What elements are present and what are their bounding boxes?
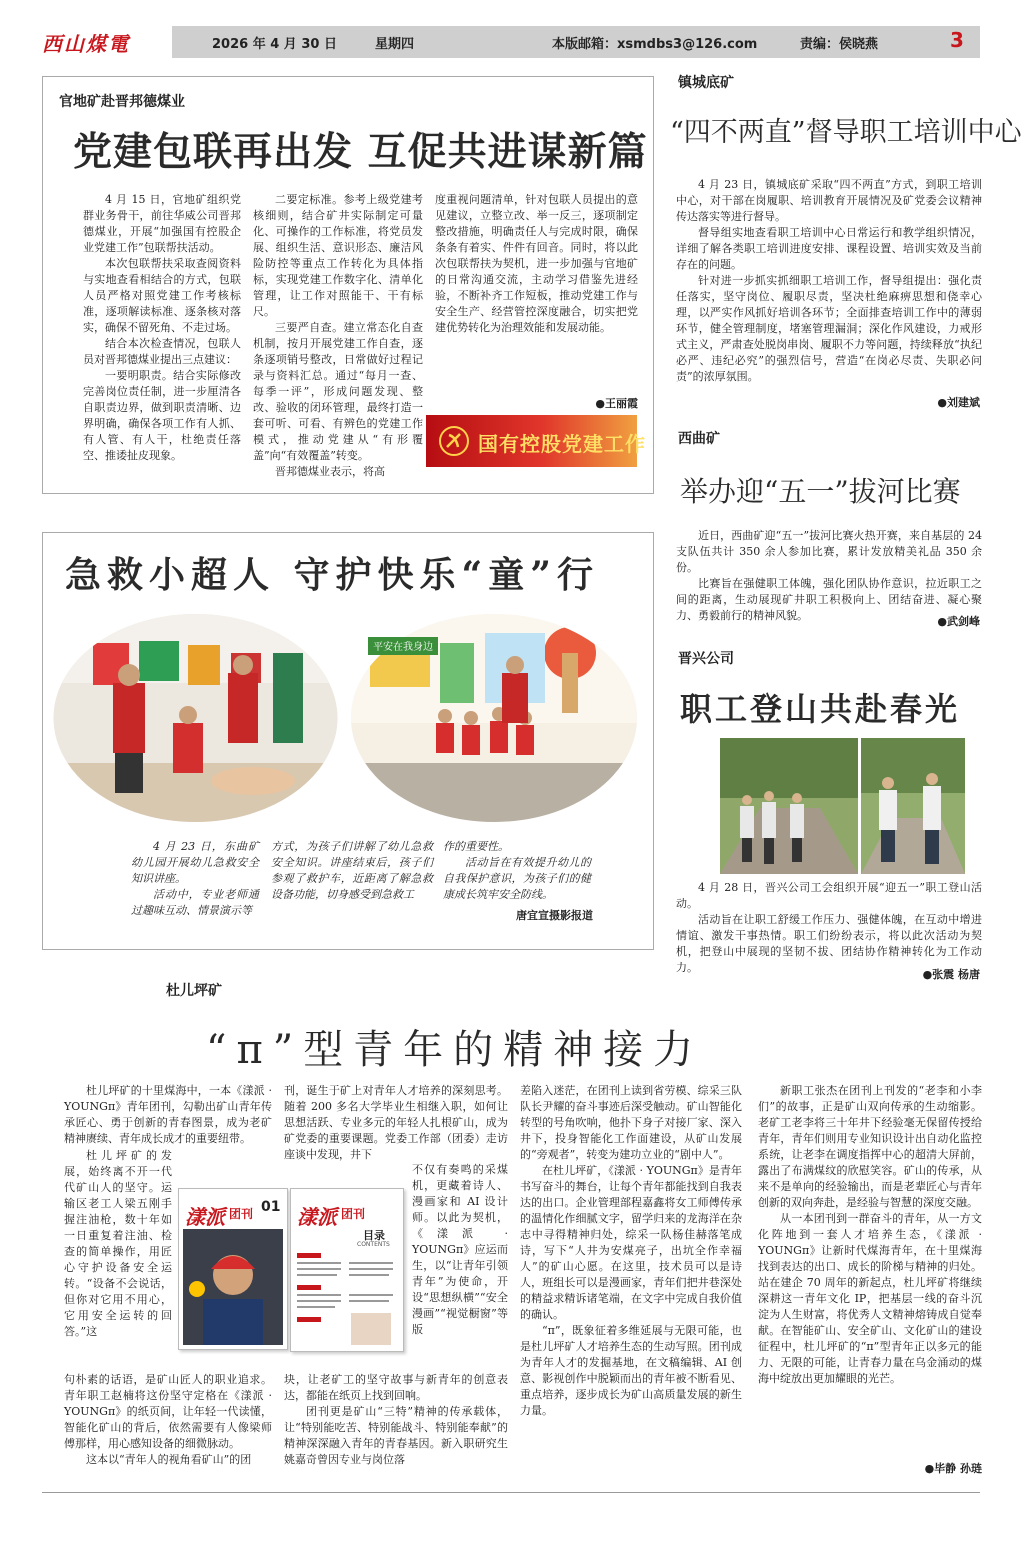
paragraph: 杜儿坪矿的发展，始终离不开一代代矿山人的坚守。运输区老工人梁五刚手握注油枪，数十年如一日重复着注油、检查的简单操作，用匠心守护设备安全运转。“设备不会说话，但你对它用不用心，它用安全运转的回答。”这 <box>64 1149 172 1338</box>
byline: ●张震 杨唐 <box>922 968 980 981</box>
headline: “四不两直”督导职工培训中心 <box>670 117 1022 148</box>
paragraph: 杜儿坪矿的十里煤海中，一本《漾派 · YOUNGπ》青年团刊，勾勒出矿山青年传承匠心、勇于创新的青春图景，成为老矿精神赓续、青年成长成才的重要纽带。 <box>64 1084 272 1145</box>
cover-miner-photo <box>183 1229 283 1345</box>
paragraph: 句朴素的话语，是矿山匠人的职业追求。青年职工赵楠将这份坚守定格在《漾派 · YOUNGπ》的纸页间，让年轻一代读懂，智能化矿山的背后，依然需要有人像梁师傅那样，用心感知设备的细微脉动。 <box>64 1373 272 1450</box>
section-label: 镇城底矿 <box>678 75 734 91</box>
byline: ●刘建斌 <box>937 396 980 409</box>
article-body <box>676 528 982 624</box>
party-banner <box>426 415 646 467</box>
paragraph: 近日，西曲矿迎“五一”拔河比赛火热开赛，来自基层的 24 支队伍共计 350 余人参加比赛，累计发放精美礼品 350 余份。 <box>676 529 982 574</box>
magazine-cover-1 <box>178 1188 288 1350</box>
photo-first-aid-lesson <box>53 613 338 823</box>
magazine-subtitle: 团刊 <box>229 1207 254 1221</box>
paragraph: “π”，既象征着多维延展与无限可能，也是杜儿坪矿人才培养生态的生动写照。团刊成为青年人才的发掘基地，在文稿编辑、AI 创意、影视创作中脱颖而出的青年被不断看见、重点培养，逐步成长为矿山高质量发展的新生力量。 <box>520 1324 742 1417</box>
paragraph: 本次包联帮扶采取查阅资料与实地查看相结合的方式，包联人员严格对照党建工作考核标准，逐项解读标准、逐条核对落实，确保不留死角、不走过场。 <box>83 257 241 334</box>
d-col3 <box>520 1083 742 1419</box>
paragraph: 作的重要性。 <box>443 840 509 853</box>
paragraph: 活动旨在有效提升幼儿的自我保护意识，为孩子们的健康成长筑牢安全防线。 <box>443 856 591 901</box>
photo-kindergarten-class <box>350 613 638 823</box>
article-body <box>676 177 982 385</box>
paragraph: 三要严自查。建立常态化自查机制，按月开展党建工作自查，逐条逐项销号整改，日常做好过程记录与资料汇总。通过“每月一查、每季一评”，形成问题发现、整改、验收的闭环管理，最终打造一套可听、可看、有辨色的党建工作模式，推动党建从“有形覆盖”向“有效覆盖”转变。 <box>253 321 423 462</box>
d-col2-narrow <box>412 1162 508 1338</box>
section-label: 西曲矿 <box>678 431 720 447</box>
paragraph: 活动旨在让职工舒缓工作压力、强健体魄，在互动中增进情谊、激发干事热情。职工们纷纷表示，将以此次活动为契机，把登山中展现的坚韧不拔、团结协作精神转化为工作动力。 <box>676 913 982 974</box>
article-jinxing <box>676 648 982 988</box>
magazine-title: 漾派 <box>185 1205 225 1229</box>
masthead-weekday: 星期四 <box>375 37 415 52</box>
section-label: 官地矿赴晋邦德煤业 <box>59 94 185 110</box>
headline: 党建包联再出发 互促共进谋新篇 <box>73 129 648 175</box>
d-col1a <box>64 1083 272 1147</box>
headline: 举办迎“五一”拔河比赛 <box>680 475 961 508</box>
paragraph: 不仅有奏鸣的采煤机，更藏着诗人、漫画家和 AI 设计师。以此为契机，《漾派 · YOUNGπ》应运而生，以“让青年引领青年”为使命，开设“思想纵横”“安全漫画”“视觉橱窗”等版 <box>412 1163 508 1336</box>
paragraph: 4 月 23 日，镇城底矿采取“四不两直”方式，到职工培训中心，对干部在岗履职、培训教育开展情况及矿党委会议精神传达落实等进行督导。 <box>676 178 982 223</box>
masthead-editor: 责编：侯晓燕 <box>800 37 879 52</box>
d-col2b <box>284 1372 508 1468</box>
byline: ●王丽霞 <box>595 397 638 410</box>
contents-label: 目录 <box>363 1229 385 1242</box>
paragraph: 4 月 23 日，东曲矿幼儿园开展幼儿急救安全知识讲座。 <box>131 840 259 885</box>
paragraph: 差陷入迷茫，在团刊上读到省劳模、综采三队队长尹耀的奋斗事迹后深受触动。矿山智能化转型的号角吹响，他扑下身子对接厂家、深入井下，投身智能化工作面建设，从矿山发展的“旁观者”，转变为建功立业的“剧中人”。 <box>520 1084 742 1161</box>
magazine-subtitle: 团刊 <box>341 1207 366 1221</box>
bottom-rule <box>42 1492 980 1493</box>
d-col4 <box>758 1083 982 1387</box>
photo-hikers-right <box>861 738 965 874</box>
headline: 职工登山共赴春光 <box>680 690 961 728</box>
magazine-issue: 01 <box>261 1199 281 1215</box>
paragraph: 晋邦德煤业表示，将高 <box>275 465 385 478</box>
column-3 <box>443 839 591 903</box>
paragraph: 新职工张杰在团刊上刊发的“老李和小李们”的故事，正是矿山双向传承的生动缩影。老矿工老李将三十年井下经验毫无保留传授给青年，青年们则用专业知识设计出自动化监控系统，让老李在调度指挥中心的超清大屏前，露出了布满煤纹的欣慰笑容。矿山的传承，从来不是单向的经验输出，而是老辈匠心与青年创新的双向奔赴，是经验与智慧的深度交融。 <box>758 1084 982 1209</box>
masthead-email: 本版邮箱：xsmdbs3@126.com <box>552 37 758 52</box>
magazine-cover-2 <box>290 1188 404 1352</box>
column-2 <box>271 839 433 903</box>
byline: 唐宜宣摄影报道 <box>516 909 593 922</box>
paragraph: 块，让老矿工的坚守故事与新青年的创意表达，都能在纸页上找到回响。 <box>284 1373 508 1402</box>
section-label-duerping: 杜儿坪矿 <box>166 983 222 999</box>
article-first-aid <box>42 532 654 950</box>
paragraph: 度重视问题清单，针对包联人员提出的意见建议，立整立改、举一反三，逐项制定整改措施，明确责任人与完成时限，确保条条有着实、件件有回音。同时，将以此次包联帮扶为契机，进一步加强与官地矿的日常沟通交流，主动学习借鉴先进经验，不断补齐工作短板，推动党建工作与安全生产、经营管控深度融合，切实把党建优势转化为治理效能和发展动能。 <box>435 193 638 334</box>
byline-duerping: ●毕静 孙琏 <box>924 1462 982 1475</box>
d-col2a <box>284 1083 508 1163</box>
masthead-date: 2026 年 4 月 30 日 <box>212 37 337 52</box>
masthead-logo: 西山煤電 <box>42 32 130 56</box>
paragraph: 结合本次检查情况，包联人员对晋邦德煤业提出三点建议： <box>83 337 241 366</box>
paragraph: 刊，诞生于矿上对青年人才培养的深刻思考。随着 200 多名大学毕业生相继入职，如何让思想活跃、专业多元的年轻人扎根矿山，成为矿党委的重要课题。党委工作部（团委）走访座谈中发现，井下 <box>284 1084 508 1161</box>
paragraph: 4 月 15 日，官地矿组织党群业务骨干，前往华威公司晋邦德煤业，开展“加强国有控股企业党建工作”包联帮扶活动。 <box>83 193 241 254</box>
d-col1-narrow <box>64 1148 172 1340</box>
magazine-title: 漾派 <box>297 1205 337 1229</box>
paragraph: 这本以“青年人的视角看矿山”的团 <box>86 1453 252 1466</box>
paragraph: 4 月 28 日，晋兴公司工会组织开展“迎五一”职工登山活动。 <box>676 881 982 910</box>
paragraph: 针对进一步抓实抓细职工培训工作，督导组提出：强化责任落实，坚守岗位、履职尽责，坚决杜绝麻痹思想和侥幸心理，以严实作风抓好培训各环节；全面排查培训工作中的薄弱环节，健全管理制度，堵塞管理漏洞；深化作风建设，力戒形式主义，严肃查处脱岗串岗、履职不力等问题，持续释放“执纪必严、违纪必究”的强烈信号，营造“在岗必尽责、失职必问责”的浓厚氛围。 <box>676 274 982 383</box>
paragraph: 督导组实地查看职工培训中心日常运行和教学组织情况，详细了解各类职工培训进度安排、课程设置、培训实效及当前存在的问题。 <box>676 226 982 271</box>
masthead <box>42 26 980 58</box>
paragraph: 活动中，专业老师通过趣味互动、情景演示等 <box>131 888 259 917</box>
photo-sign-text: 平安在我身边 <box>373 642 433 653</box>
paragraph: 从一本团刊到一群奋斗的青年，从一方文化阵地到一套人才培养生态，《漾派 · YOUNGπ》让新时代煤海青年，在十里煤海找到表达的出口、成长的阶梯与精神的归处。站在建企 70 周年的新起点，杜儿坪矿将继续深耕这一青年文化 IP，把基层一线的奋斗沉淀为人生财富，将优秀人文精神熔铸成自觉奉献。在智能矿山、安全矿山、文化矿山的建设征程中，杜儿坪矿的“π”型青年正以多元的能力、无限的可能，让青春力量在乌金涌动的煤海中绽放出更加耀眼的光芒。 <box>758 1212 982 1385</box>
article-guandi <box>42 76 654 494</box>
paragraph: 方式，为孩子们讲解了幼儿急救安全知识。讲座结束后，孩子们参观了救护车，近距离了解急救设备功能，切身感受到急救工 <box>271 840 433 901</box>
paragraph: 一要明职责。结合实际修改完善岗位责任制，进一步厘清各自职责边界，做到职责清晰、边界明确，确保各项工作有人抓、有人管、有人干，杜绝责任落空、推诿扯皮现象。 <box>83 369 241 462</box>
headline-duerping: “π”型青年的精神接力 <box>206 1027 704 1073</box>
paragraph: 团刊更是矿山“三特”精神的传承载体，让“特别能吃苦、特别能战斗、特别能奉献”的精神深深融入青年的青春基因。新入职研究生姚嘉奇曾因专业与岗位落 <box>284 1405 508 1466</box>
page-number: 3 <box>950 28 964 52</box>
contents-label-en: CONTENTS <box>357 1241 390 1248</box>
headline: 急救小超人 守护快乐“童”行 <box>65 554 599 596</box>
banner-text: 国有控股党建工作 <box>478 432 646 456</box>
byline: ●武剑峰 <box>937 615 980 628</box>
d-col1b <box>64 1372 272 1468</box>
column-1 <box>83 192 241 464</box>
column-2 <box>253 192 423 480</box>
contents-list <box>297 1249 397 1347</box>
paragraph: 在杜儿坪矿，《漾派 · YOUNGπ》是青年书写奋斗的舞台，让每个青年都能找到自我表达的出口。企业管理部程嘉鑫将女工师傅传承的温情化作细腻文字，留学归来的龙海洋在杂志中寻得精神归处，综采一队杨佳赫落笔成诗，写下“人井为安煤亮子，出坑全作幸福人”的矿山心愿。在这里，技术员可以是诗人，班组长可以是漫画家，青年们把井巷深处的精益求精诉诸笔端，在文字中完成自我价值的确认。 <box>520 1164 742 1321</box>
party-emblem-icon <box>438 425 470 457</box>
paragraph: 比赛旨在强健职工体魄，强化团队协作意识，拉近职工之间的距离，生动展现矿井职工积极向上、团结奋进、凝心聚力、勇毅前行的精神风貌。 <box>676 577 982 622</box>
article-zhenchengdi <box>670 72 1022 417</box>
photo-hikers-left <box>720 738 858 874</box>
column-1 <box>131 839 259 919</box>
article-xiqu <box>676 428 982 636</box>
column-3 <box>435 192 638 336</box>
paragraph: 二要定标准。参考上级党建考核细则，结合矿井实际制定可量化、可操作的工作标准，将党员发展、组织生活、意识形态、廉洁风险防控等重点工作转化为具体指标，实现党建工作数字化、清单化管理，让工作对照能干、干有标尺。 <box>253 193 423 318</box>
article-body <box>676 880 982 976</box>
section-label: 晋兴公司 <box>678 651 734 667</box>
